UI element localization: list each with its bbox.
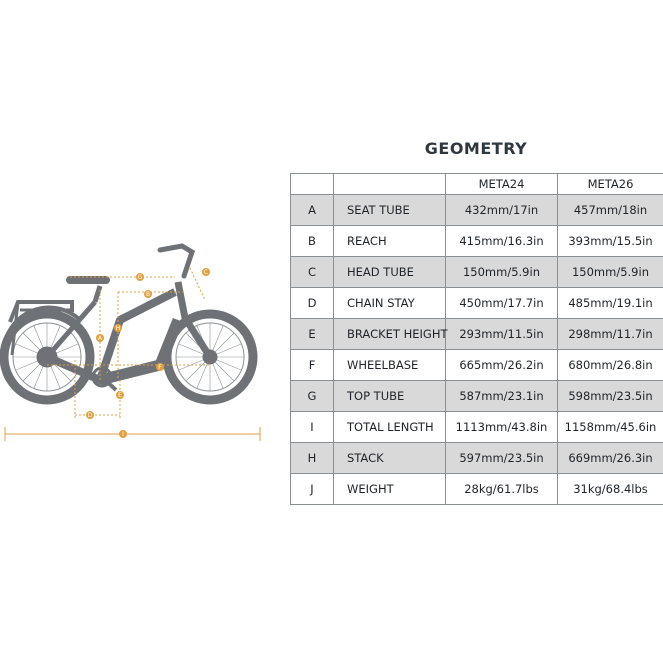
table-row <box>291 412 663 443</box>
e-bike-side-view-icon <box>4 246 253 400</box>
badge-i <box>119 430 127 438</box>
svg-text:C: C <box>203 269 209 276</box>
row-meta26: 598mm/23.5in <box>558 381 663 412</box>
row-key: E <box>291 319 334 350</box>
row-name: REACH <box>334 226 446 257</box>
svg-text:G: G <box>137 274 143 281</box>
row-meta24: 28kg/61.7lbs <box>446 474 558 505</box>
badge-c <box>202 268 210 276</box>
row-meta26: 393mm/15.5in <box>558 226 663 257</box>
badge-e <box>116 391 124 399</box>
row-key: A <box>291 195 334 226</box>
row-key: C <box>291 257 334 288</box>
badge-f <box>156 363 164 371</box>
row-key: J <box>291 474 334 505</box>
table-row <box>291 319 663 350</box>
table-row <box>291 474 663 505</box>
svg-text:H: H <box>115 325 121 332</box>
table-row <box>291 443 663 474</box>
row-meta24: 597mm/23.5in <box>446 443 558 474</box>
row-meta24: 150mm/5.9in <box>446 257 558 288</box>
badge-h <box>114 324 122 332</box>
row-meta24: 587mm/23.1in <box>446 381 558 412</box>
row-meta24: 665mm/26.2in <box>446 350 558 381</box>
row-name: HEAD TUBE <box>334 257 446 288</box>
table-row <box>291 226 663 257</box>
row-name: TOP TUBE <box>334 381 446 412</box>
row-key: F <box>291 350 334 381</box>
table-row <box>291 257 663 288</box>
row-key: I <box>291 412 334 443</box>
badge-a <box>96 334 104 342</box>
row-name: WHEELBASE <box>334 350 446 381</box>
row-key: H <box>291 443 334 474</box>
row-meta24: 432mm/17in <box>446 195 558 226</box>
svg-text:F: F <box>158 364 162 371</box>
svg-text:E: E <box>118 392 122 399</box>
row-meta24: 1113mm/43.8in <box>446 412 558 443</box>
row-key: D <box>291 288 334 319</box>
table-header-row <box>291 174 663 195</box>
table-row <box>291 381 663 412</box>
row-name: TOTAL LENGTH <box>334 412 446 443</box>
row-meta26: 31kg/68.4lbs <box>558 474 663 505</box>
geometry-table <box>290 173 663 505</box>
row-key: G <box>291 381 334 412</box>
svg-text:I: I <box>122 431 124 438</box>
header-key <box>291 174 334 195</box>
row-name: WEIGHT <box>334 474 446 505</box>
header-meta26: META26 <box>558 174 663 195</box>
table-row <box>291 350 663 381</box>
geometry-title: GEOMETRY <box>424 139 528 158</box>
badge-g <box>136 273 144 281</box>
svg-text:D: D <box>87 412 93 419</box>
row-meta26: 150mm/5.9in <box>558 257 663 288</box>
badge-d <box>86 411 94 419</box>
bike-geometry-diagram <box>0 230 270 450</box>
row-meta26: 457mm/18in <box>558 195 663 226</box>
total-length-line <box>5 427 260 441</box>
row-meta24: 450mm/17.7in <box>446 288 558 319</box>
row-name: SEAT TUBE <box>334 195 446 226</box>
table-row <box>291 195 663 226</box>
svg-text:B: B <box>145 291 151 298</box>
row-name: CHAIN STAY <box>334 288 446 319</box>
header-meta24: META24 <box>446 174 558 195</box>
badge-b <box>144 290 152 298</box>
row-meta26: 669mm/26.3in <box>558 443 663 474</box>
row-meta26: 1158mm/45.6in <box>558 412 663 443</box>
header-name <box>334 174 446 195</box>
row-meta26: 485mm/19.1in <box>558 288 663 319</box>
row-meta24: 293mm/11.5in <box>446 319 558 350</box>
table-row <box>291 288 663 319</box>
row-name: BRACKET HEIGHT <box>334 319 446 350</box>
svg-text:A: A <box>97 335 103 342</box>
row-meta26: 298mm/11.7in <box>558 319 663 350</box>
row-name: STACK <box>334 443 446 474</box>
row-meta24: 415mm/16.3in <box>446 226 558 257</box>
row-meta26: 680mm/26.8in <box>558 350 663 381</box>
row-key: B <box>291 226 334 257</box>
